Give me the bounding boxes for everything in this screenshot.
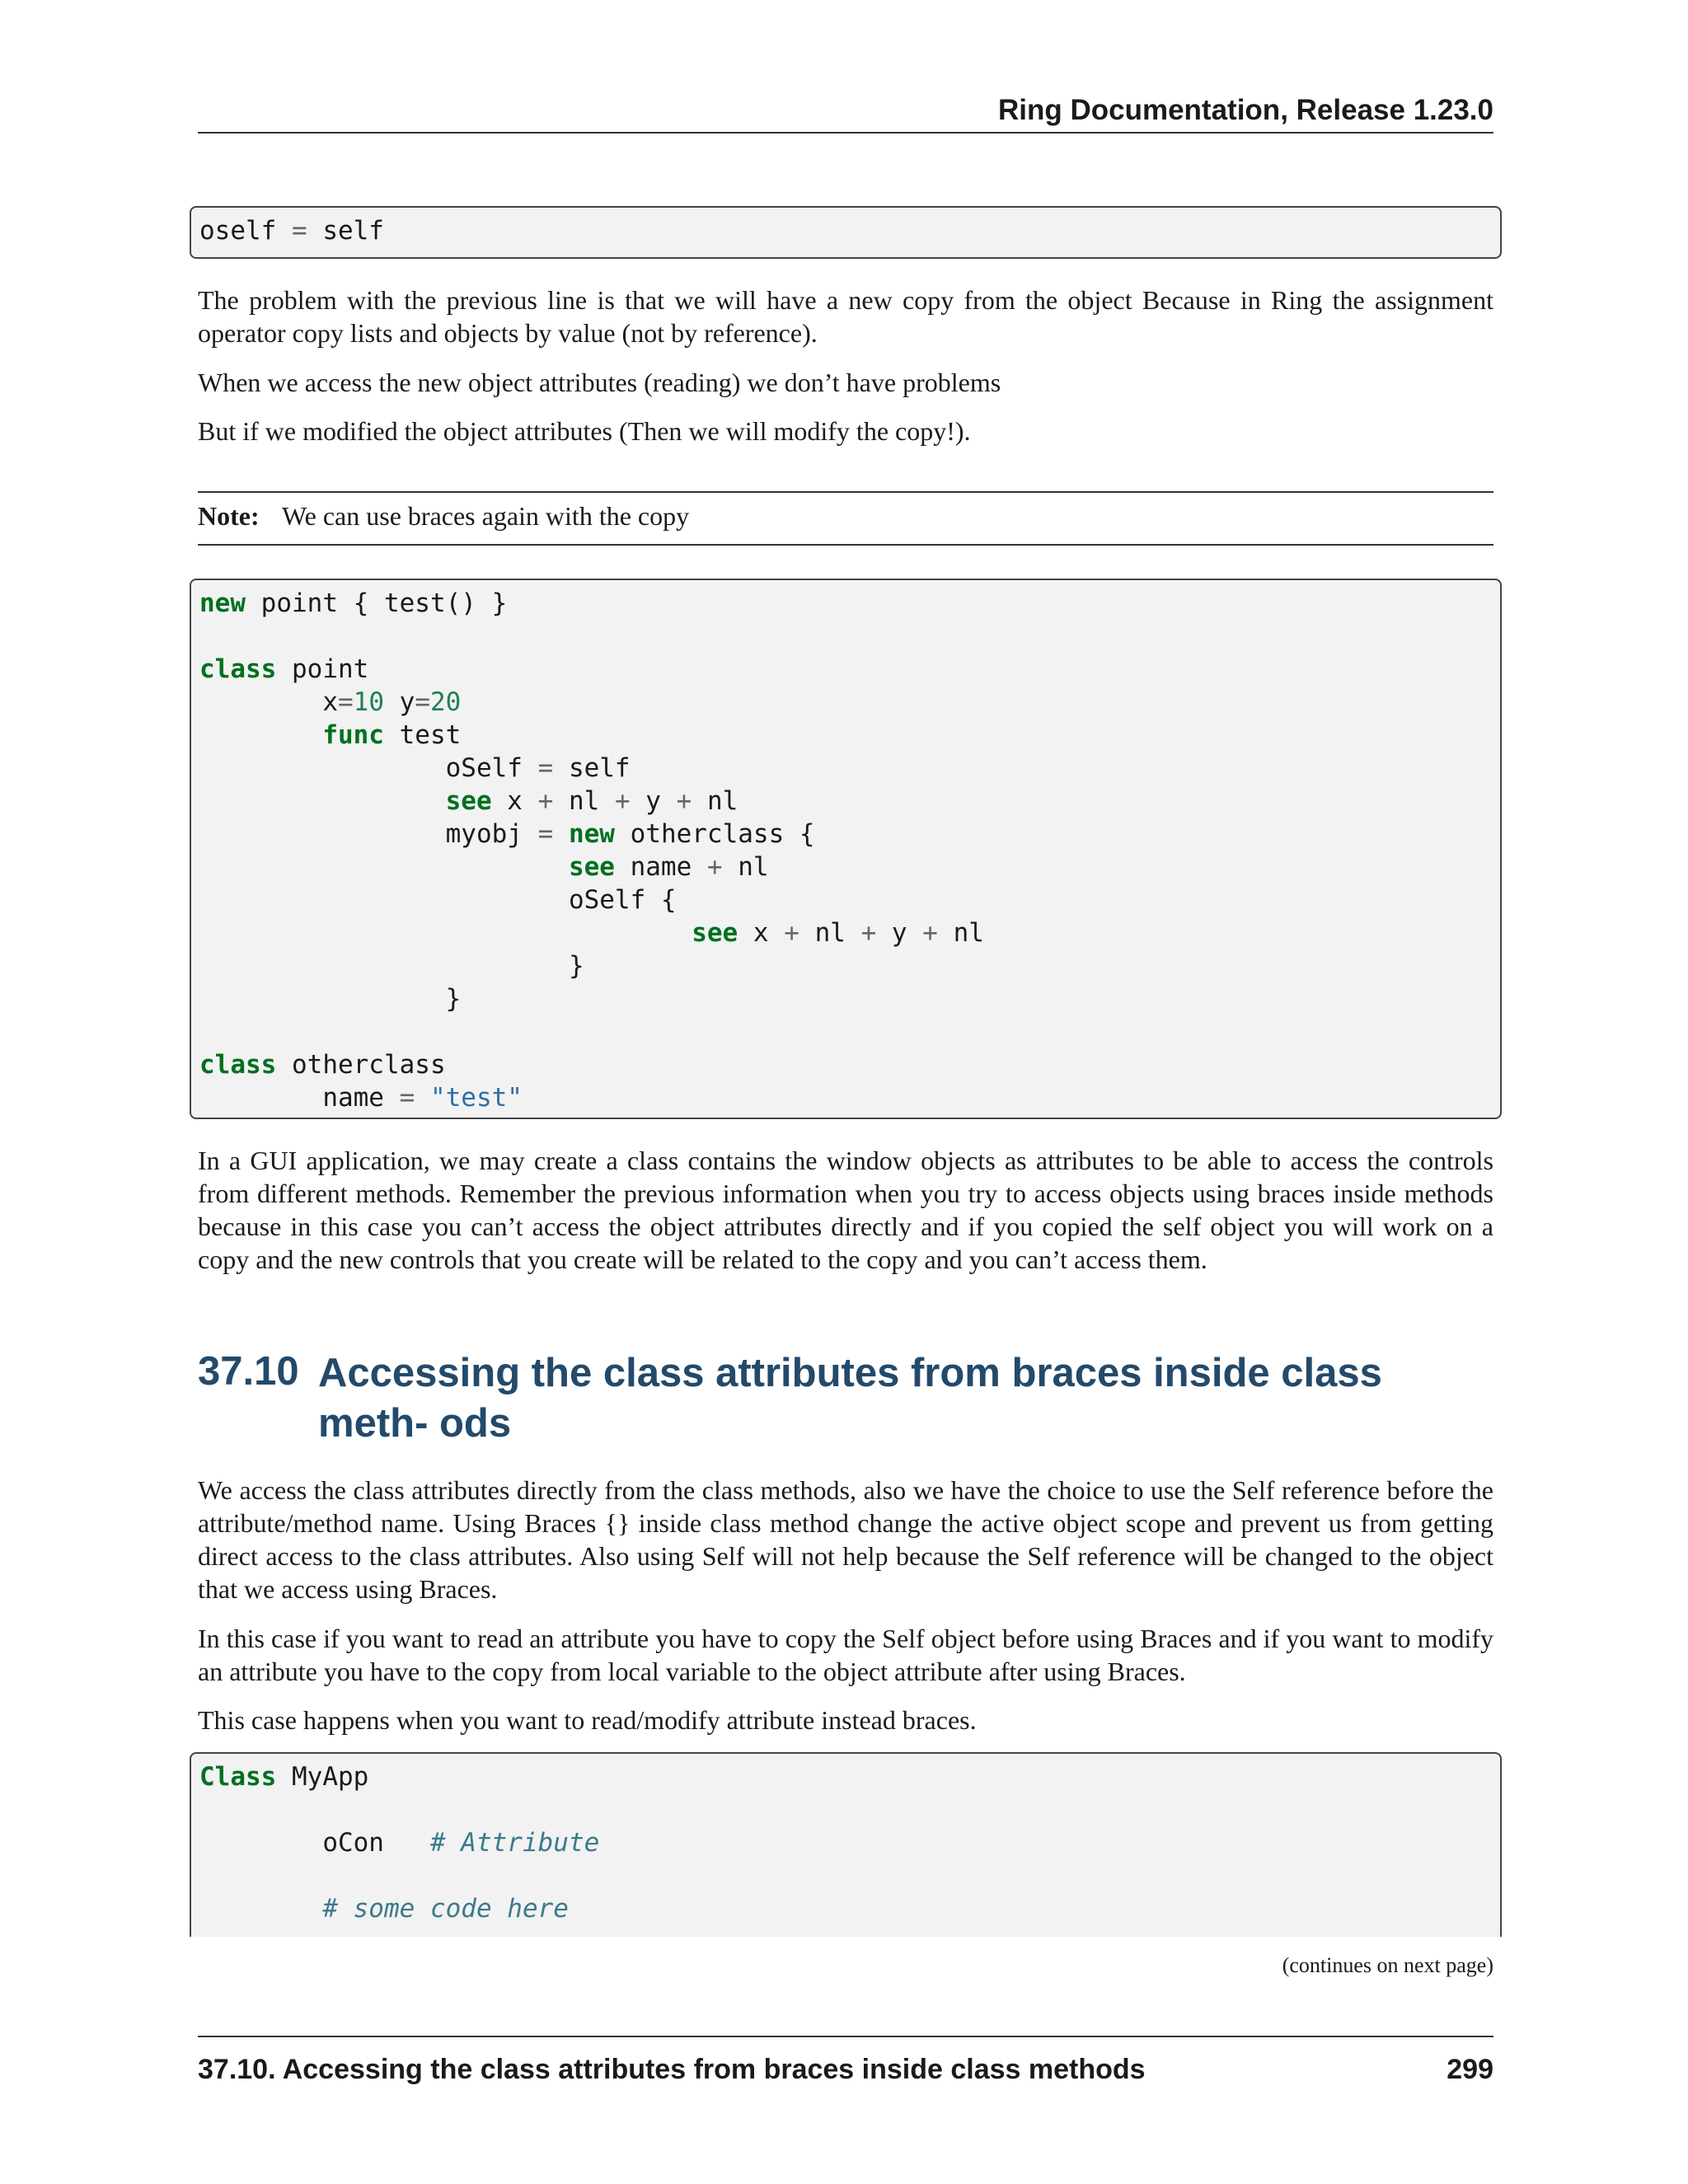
section-number: 37.10 [198,1349,299,1394]
section-title: Accessing the class attributes from braces inside class meth- ods [318,1351,1382,1446]
page-header [198,89,1493,134]
note-text: We can use braces again with the copy [282,501,690,531]
note-label: Note: [198,501,260,531]
paragraph-reading: When we access the new object attributes (reading) we don’t have problems [198,368,1001,397]
code-block-oself[interactable]: oself = self [190,206,1502,259]
note-admonition [198,491,1493,546]
paragraph-copy-problem: The problem with the previous line is that we will have a new copy from the object Because in Ring the assignment operator copy lists and objects by value (not by reference). [198,285,1493,348]
footer-title: 37.10. Accessing the class attributes from braces inside class methods [198,2054,1146,2085]
page-number: 299 [1447,2054,1493,2085]
paragraph-case-happens: This case happens when you want to read/modify attribute instead braces. [198,1705,977,1735]
code-block-myapp[interactable]: Class MyApp oCon # Attribute # some code here [190,1752,1502,1937]
paragraph-gui-application: In a GUI application, we may create a class contains the window objects as attributes to be able to access the controls from different methods. Remember the previous information when you try to access objects using braces inside methods because in this case you can’t access the object attributes directly and if you copied the self object you will work on a copy and the new controls that you create will be related to the copy and you can’t access them. [198,1146,1493,1274]
continues-note: (continues on next page) [1282,1953,1493,1977]
paragraph-copy-self: In this case if you want to read an attribute you have to copy the Self object before using Braces and if you want to modify an attribute you have to the copy from local variable to the object attribute after using Braces. [198,1624,1493,1686]
paragraph-modify: But if we modified the object attributes (Then we will modify the copy!). [198,416,971,446]
code-block-point-example[interactable]: new point { test() } class point x=10 y=20 func test oSelf = self see x + nl + y + nl myobj = new otherclass { see name + nl oSelf { see x + nl + y + nl } } class otherclass name = "test" [190,579,1502,1119]
paragraph-class-attributes: We access the class attributes directly from the class methods, also we have the choice to use the Self reference before the attribute/method name. Using Braces {} inside class method change the active object scope and prevent us from getting direct access to the class attributes. Also using Self will not help because the Self reference will be changed to the object that we access using Braces. [198,1475,1493,1604]
page-footer [198,2036,1493,2085]
header-title: Ring Documentation, Release 1.23.0 [997,94,1493,126]
